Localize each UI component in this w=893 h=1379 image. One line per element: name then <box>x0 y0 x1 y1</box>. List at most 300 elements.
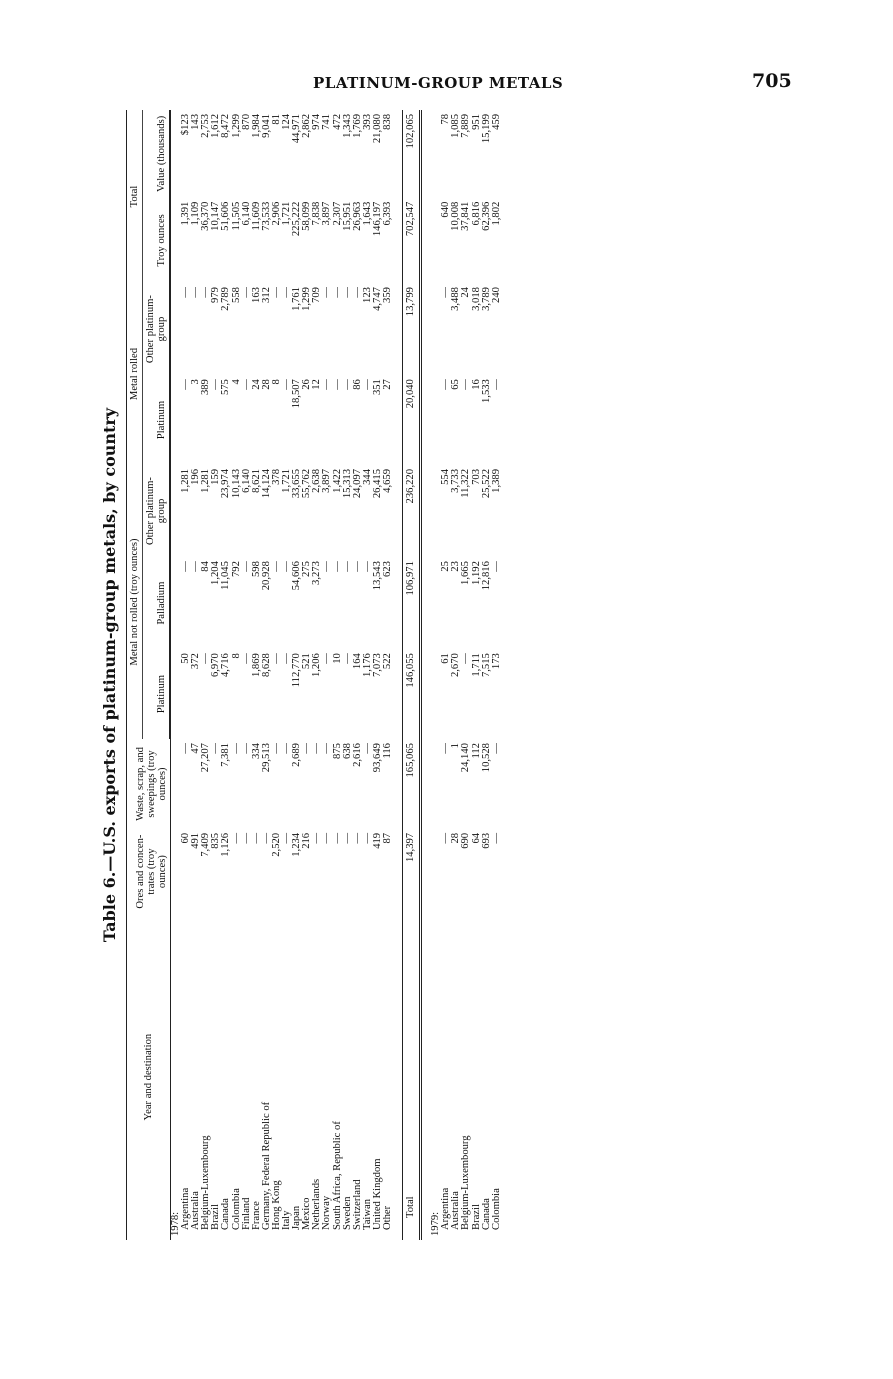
value-cell-r-other: — <box>341 287 353 298</box>
value-cell-ores: 1,234 <box>291 832 303 857</box>
value-cell-nr-pt: — <box>240 653 252 664</box>
value-cell-r-pt: — <box>490 379 502 390</box>
value-cell-ores: — <box>260 832 272 844</box>
value-cell-troy: 6,140 <box>240 201 252 226</box>
value-cell-ores: 60 <box>180 832 192 844</box>
value-cell-ores: — <box>440 832 452 844</box>
value-cell-nr-pd: — <box>270 561 282 572</box>
value-cell-waste: — <box>311 743 323 754</box>
value-cell-troy: 1,802 <box>490 201 502 226</box>
table-row <box>292 110 302 1240</box>
value-cell-nr-pt: 1,206 <box>311 653 323 678</box>
value-cell-r-other: 1,299 <box>301 287 313 311</box>
value-cell-r-pt: 18,507 <box>291 379 303 409</box>
value-cell-waste: 638 <box>341 743 353 759</box>
table-row <box>312 110 322 1240</box>
value-cell-nr-other: 14,124 <box>260 469 272 499</box>
value-cell-troy: 146,197 <box>371 201 383 237</box>
value-cell-value: 44,971 <box>291 114 303 144</box>
destination-cell: Belgium-Luxembourg <box>200 1135 212 1230</box>
destination-cell: Brazil <box>210 1204 222 1230</box>
destination-cell: Other <box>381 1205 393 1230</box>
value-cell-r-pt: 24 <box>250 379 262 390</box>
value-cell-waste: 47 <box>190 743 202 754</box>
col-header-value: Value (thousands) <box>143 110 170 198</box>
destination-cell: Finland <box>240 1197 252 1230</box>
value-cell-value: 1,612 <box>210 114 222 138</box>
value-cell-waste: 24,140 <box>460 743 472 773</box>
value-cell-nr-other: 10,143 <box>230 469 242 499</box>
value-cell-r-other: — <box>331 287 343 298</box>
value-cell-nr-pd: — <box>490 561 502 572</box>
value-cell-waste: 875 <box>331 743 343 759</box>
total-cell-nr-pt: 146,055 <box>405 653 417 688</box>
value-cell-r-other: — <box>240 287 252 298</box>
value-cell-nr-other: 15,313 <box>341 469 353 499</box>
value-cell-nr-pt: — <box>460 653 472 664</box>
value-cell-value: 974 <box>311 114 323 130</box>
value-cell-value: 1,984 <box>250 114 262 138</box>
value-cell-value: 472 <box>331 114 343 130</box>
value-cell-r-other: — <box>200 287 212 298</box>
value-cell-nr-pd: — <box>341 561 353 572</box>
value-cell-nr-other: 55,762 <box>301 469 313 499</box>
value-cell-nr-pd: 598 <box>250 561 262 577</box>
year-label: 1979: <box>430 1211 442 1236</box>
value-cell-r-pt: — <box>281 379 293 390</box>
value-cell-nr-other: 196 <box>190 469 202 485</box>
table-row <box>272 110 282 1240</box>
value-cell-r-other: 312 <box>260 287 272 303</box>
value-cell-waste: 116 <box>381 743 393 759</box>
value-cell-nr-pd: 1,192 <box>470 561 482 585</box>
value-cell-nr-pt: 372 <box>190 653 202 670</box>
value-cell-waste: — <box>210 743 222 754</box>
year-label: 1978: <box>170 1211 181 1236</box>
total-label: Total <box>405 1196 417 1218</box>
value-cell-r-pt: — <box>361 379 373 390</box>
col-header-total: Total <box>127 110 143 283</box>
value-cell-waste: 2,616 <box>351 743 363 767</box>
value-cell-r-pt: 3 <box>190 379 202 385</box>
value-cell-troy: 1,391 <box>180 201 192 226</box>
col-header-ores: Ores and concen- trates (troy ounces) <box>127 829 170 914</box>
value-cell-waste: — <box>180 743 192 754</box>
destination-cell: Norway <box>321 1195 333 1230</box>
value-cell-troy: 7,838 <box>311 201 323 226</box>
value-cell-r-pt: 86 <box>351 379 363 390</box>
value-cell-waste: — <box>240 743 252 754</box>
total-cell-nr-other: 236,220 <box>405 469 417 504</box>
value-cell-r-pt: — <box>321 379 333 390</box>
value-cell-value: 741 <box>321 114 333 130</box>
value-cell-nr-pd: — <box>331 561 343 572</box>
value-cell-r-other: 3,488 <box>450 287 462 311</box>
value-cell-troy: 15,951 <box>341 201 353 231</box>
table-row <box>482 110 492 1240</box>
value-cell-ores: — <box>331 832 343 844</box>
value-cell-nr-pd: — <box>321 561 333 572</box>
value-cell-value: 78 <box>440 114 452 125</box>
exports-table <box>126 110 502 1240</box>
value-cell-r-other: — <box>440 287 452 298</box>
value-cell-waste: — <box>490 743 502 754</box>
value-cell-nr-pt: 7,515 <box>480 653 492 678</box>
value-cell-waste: 27,207 <box>200 743 212 773</box>
value-cell-r-pt: — <box>440 379 452 390</box>
value-cell-nr-other: 1,389 <box>490 469 502 493</box>
value-cell-ores: — <box>351 832 363 844</box>
value-cell-nr-pd: 20,928 <box>260 561 272 591</box>
value-cell-ores: 491 <box>190 832 202 849</box>
value-cell-nr-pt: 4,716 <box>220 653 232 678</box>
value-cell-troy: 58,099 <box>301 201 313 231</box>
value-cell-value: 459 <box>490 114 502 130</box>
value-cell-value: 7,889 <box>460 114 472 138</box>
value-cell-value: 393 <box>361 114 373 130</box>
value-cell-nr-other: 11,322 <box>460 469 472 498</box>
value-cell-r-pt: 12 <box>311 379 323 390</box>
value-cell-r-pt: — <box>210 379 222 390</box>
destination-cell: Belgium-Luxembourg <box>460 1135 472 1230</box>
value-cell-nr-pd: 54,606 <box>291 561 303 591</box>
col-header-nr-platinum: Platinum <box>143 649 170 739</box>
value-cell-nr-other: 344 <box>361 469 373 485</box>
value-cell-ores: — <box>240 832 252 844</box>
value-cell-nr-other: 33,655 <box>291 469 303 499</box>
destination-cell: Canada <box>480 1198 492 1230</box>
value-cell-troy: 3,897 <box>321 201 333 226</box>
value-cell-nr-other: 4,659 <box>381 469 393 493</box>
table-body <box>171 110 502 1240</box>
destination-cell: France <box>250 1201 262 1230</box>
value-cell-troy: 1,721 <box>281 201 293 226</box>
value-cell-nr-pt: 8,628 <box>260 653 272 678</box>
value-cell-waste: 29,513 <box>260 743 272 773</box>
value-cell-waste: — <box>270 743 282 754</box>
total-cell-troy: 702,547 <box>405 201 417 237</box>
value-cell-r-other: 979 <box>210 287 222 303</box>
value-cell-r-other: 123 <box>361 287 373 303</box>
value-cell-waste: 2,689 <box>291 743 303 767</box>
value-cell-nr-pt: — <box>281 653 293 664</box>
value-cell-nr-pt: 164 <box>351 653 363 670</box>
destination-cell: Japan <box>291 1205 303 1230</box>
value-cell-ores: 28 <box>450 832 462 844</box>
value-cell-ores: 64 <box>470 832 482 844</box>
value-cell-r-pt: 16 <box>470 379 482 390</box>
value-cell-r-other: 558 <box>230 287 242 303</box>
value-cell-ores: — <box>250 832 262 844</box>
value-cell-r-pt: — <box>240 379 252 390</box>
table-row <box>383 110 393 1240</box>
table-row <box>451 110 461 1240</box>
value-cell-nr-pd: 23 <box>450 561 462 572</box>
value-cell-r-pt: 1,533 <box>480 379 492 403</box>
col-header-metal-rolled: Metal rolled <box>127 283 143 465</box>
value-cell-troy: 62,396 <box>480 201 492 231</box>
value-cell-r-pt: 27 <box>381 379 393 390</box>
value-cell-nr-pd: 623 <box>381 561 393 577</box>
value-cell-nr-other: 1,281 <box>200 469 212 493</box>
value-cell-nr-pt: 2,670 <box>450 653 462 678</box>
value-cell-nr-pt: 1,869 <box>250 653 262 678</box>
value-cell-r-pt: 351 <box>371 379 383 396</box>
value-cell-ores: 2,520 <box>270 832 282 857</box>
value-cell-troy: 37,841 <box>460 201 472 231</box>
value-cell-r-other: 163 <box>250 287 262 303</box>
value-cell-ores: 87 <box>381 832 393 844</box>
value-cell-troy: 10,147 <box>210 201 222 231</box>
value-cell-waste: 10,528 <box>480 743 492 773</box>
value-cell-nr-pd: 792 <box>230 561 242 577</box>
table-row <box>181 110 191 1240</box>
value-cell-r-pt: — <box>331 379 343 390</box>
value-cell-waste: 334 <box>250 743 262 759</box>
table-row <box>373 110 383 1240</box>
value-cell-troy: 36,370 <box>200 201 212 231</box>
destination-cell: Taiwan <box>361 1198 373 1230</box>
value-cell-r-other: 4,747 <box>371 287 383 311</box>
value-cell-waste: — <box>301 743 313 754</box>
value-cell-nr-pd: 84 <box>200 561 212 572</box>
value-cell-nr-pt: 50 <box>180 653 192 664</box>
value-cell-value: 143 <box>190 114 202 130</box>
value-cell-nr-pd: 1,665 <box>460 561 472 585</box>
destination-cell: Australia <box>450 1191 462 1230</box>
value-cell-r-other: — <box>270 287 282 298</box>
value-cell-value: 21,080 <box>371 114 383 144</box>
value-cell-r-other: — <box>321 287 333 298</box>
value-cell-value: $123 <box>180 114 192 136</box>
value-cell-waste: — <box>440 743 452 754</box>
value-cell-troy: 73,533 <box>260 201 272 231</box>
value-cell-troy: 225,222 <box>291 201 303 237</box>
value-cell-nr-pt: 61 <box>440 653 452 664</box>
value-cell-troy: 2,307 <box>331 201 343 226</box>
value-cell-nr-other: 1,281 <box>180 469 192 493</box>
value-cell-nr-pd: — <box>190 561 202 572</box>
value-cell-r-other: — <box>281 287 293 298</box>
value-cell-troy: 10,008 <box>450 201 462 231</box>
value-cell-nr-other: 6,140 <box>240 469 252 493</box>
value-cell-troy: 6,816 <box>470 201 482 226</box>
value-cell-nr-pd: — <box>361 561 373 572</box>
value-cell-r-pt: 26 <box>301 379 313 390</box>
value-cell-nr-pt: 8 <box>230 653 242 659</box>
value-cell-ores: 690 <box>460 832 472 849</box>
value-cell-ores: — <box>311 832 323 844</box>
value-cell-waste: — <box>281 743 293 754</box>
value-cell-waste: 1 <box>450 743 462 749</box>
value-cell-nr-pt: 173 <box>490 653 502 670</box>
value-cell-troy: 1,109 <box>190 201 202 226</box>
value-cell-r-other: — <box>190 287 202 298</box>
value-cell-waste: — <box>321 743 333 754</box>
value-cell-nr-pd: — <box>351 561 363 572</box>
value-cell-r-other: 359 <box>381 287 393 303</box>
value-cell-troy: 1,643 <box>361 201 373 226</box>
total-cell-ores: 14,397 <box>405 832 417 863</box>
value-cell-nr-pt: — <box>341 653 353 664</box>
table-row <box>333 110 343 1240</box>
value-cell-ores: — <box>321 832 333 844</box>
total-cell-value: 102,065 <box>405 114 417 149</box>
destination-cell: United Kingdom <box>371 1158 383 1230</box>
table-row <box>191 110 201 1240</box>
destination-cell: Sweden <box>341 1196 353 1230</box>
col-header-metal-not-rolled: Metal not rolled (troy ounces) <box>127 465 143 739</box>
value-cell-r-other: 24 <box>460 287 472 298</box>
col-header-troy-ounces: Troy ounces <box>143 198 170 283</box>
value-cell-waste: 112 <box>470 743 482 759</box>
table-row <box>343 110 353 1240</box>
value-cell-nr-other: 1,422 <box>331 469 343 493</box>
value-cell-waste: — <box>361 743 373 754</box>
value-cell-value: 951 <box>470 114 482 130</box>
value-cell-waste: 93,649 <box>371 743 383 773</box>
value-cell-r-other: 3,018 <box>470 287 482 311</box>
value-cell-value: 1,769 <box>351 114 363 138</box>
value-cell-ores: — <box>281 832 293 844</box>
destination-cell: Colombia <box>490 1188 502 1230</box>
value-cell-nr-pt: — <box>270 653 282 664</box>
value-cell-nr-pt: 522 <box>381 653 393 670</box>
col-header-r-other: Other platinum- group <box>143 283 170 375</box>
value-cell-nr-other: 159 <box>210 469 222 485</box>
value-cell-nr-pd: — <box>240 561 252 572</box>
value-cell-nr-other: 703 <box>470 469 482 485</box>
value-cell-nr-other: 2,638 <box>311 469 323 493</box>
total-cell-r-other: 13,799 <box>405 287 417 317</box>
value-cell-nr-pd: — <box>281 561 293 572</box>
value-cell-value: 9,041 <box>260 114 272 138</box>
value-cell-ores: 7,409 <box>200 832 212 857</box>
value-cell-nr-other: 24,097 <box>351 469 363 499</box>
total-row <box>403 110 421 1240</box>
table-row <box>221 110 231 1240</box>
value-cell-value: 124 <box>281 114 293 130</box>
value-cell-nr-pd: 275 <box>301 561 313 577</box>
value-cell-nr-pt: 1,176 <box>361 653 373 678</box>
table-row <box>322 110 332 1240</box>
page-number: 705 <box>752 70 792 92</box>
value-cell-nr-pd: 12,816 <box>480 561 492 591</box>
value-cell-waste: 7,381 <box>220 743 232 767</box>
col-header-year-destination: Year and destination <box>127 914 170 1240</box>
year-row <box>431 110 441 1240</box>
value-cell-nr-pd: 3,273 <box>311 561 323 585</box>
value-cell-troy: 11,609 <box>250 201 262 231</box>
value-cell-troy: 6,393 <box>381 201 393 226</box>
total-cell-waste: 165,065 <box>405 743 417 778</box>
value-cell-nr-other: 8,621 <box>250 469 262 493</box>
value-cell-value: 838 <box>381 114 393 130</box>
value-cell-r-other: 240 <box>490 287 502 303</box>
value-cell-nr-pt: 10 <box>331 653 343 664</box>
destination-cell: Hong Kong <box>270 1180 282 1230</box>
value-cell-nr-pd: — <box>180 561 192 572</box>
value-cell-r-other: — <box>351 287 363 298</box>
value-cell-nr-pd: 13,543 <box>371 561 383 591</box>
value-cell-nr-pt: 112,770 <box>291 653 303 688</box>
value-cell-nr-other: 3,733 <box>450 469 462 493</box>
value-cell-troy: 11,505 <box>230 201 242 231</box>
destination-cell: Switzerland <box>351 1179 363 1230</box>
destination-cell: Argentina <box>440 1187 452 1230</box>
value-cell-nr-other: 378 <box>270 469 282 485</box>
value-cell-nr-other: 1,721 <box>281 469 293 493</box>
value-cell-value: 8,472 <box>220 114 232 138</box>
value-cell-troy: 26,963 <box>351 201 363 231</box>
value-cell-nr-pt: 7,073 <box>371 653 383 678</box>
value-cell-r-pt: 8 <box>270 379 282 385</box>
value-cell-r-pt: 65 <box>450 379 462 390</box>
destination-cell: Germany, Federal Republic of <box>260 1101 272 1230</box>
value-cell-nr-pd: 25 <box>440 561 452 572</box>
value-cell-r-pt: 575 <box>220 379 232 396</box>
value-cell-nr-other: 23,974 <box>220 469 232 499</box>
destination-cell: Australia <box>190 1191 202 1230</box>
value-cell-nr-other: 3,897 <box>321 469 333 493</box>
value-cell-nr-pt: 1,711 <box>470 653 482 677</box>
value-cell-r-other: 2,789 <box>220 287 232 311</box>
value-cell-r-other: — <box>180 287 192 298</box>
value-cell-troy: 2,906 <box>270 201 282 226</box>
destination-cell: Colombia <box>230 1188 242 1230</box>
total-cell-r-pt: 20,040 <box>405 379 417 409</box>
value-cell-nr-other: 26,415 <box>371 469 383 499</box>
value-cell-r-pt: — <box>341 379 353 390</box>
col-header-waste: Waste, scrap, and sweepings (troy ounces) <box>127 739 170 829</box>
table-row <box>492 110 502 1240</box>
value-cell-r-pt: — <box>460 379 472 390</box>
value-cell-ores: 1,126 <box>220 832 232 857</box>
running-head: PLATINUM-GROUP METALS <box>313 74 564 92</box>
value-cell-nr-other: 25,522 <box>480 469 492 499</box>
table-row <box>262 110 272 1240</box>
year-row <box>171 110 182 1240</box>
col-header-nr-other: Other platinum- group <box>143 465 170 557</box>
value-cell-ores: 835 <box>210 832 222 849</box>
table-row <box>232 110 242 1240</box>
value-cell-value: 1,343 <box>341 114 353 138</box>
total-cell-nr-pd: 106,971 <box>405 561 417 596</box>
value-cell-waste: — <box>230 743 242 754</box>
rotated-table-block <box>100 110 600 1240</box>
destination-cell: Netherlands <box>311 1178 323 1230</box>
table-title: Table 6.—U.S. exports of platinum-group metals, by country <box>100 407 119 943</box>
value-cell-ores: 419 <box>371 832 383 849</box>
destination-cell: Mexico <box>301 1197 313 1230</box>
value-cell-value: 1,299 <box>230 114 242 138</box>
value-cell-troy: 640 <box>440 201 452 218</box>
destination-cell: South Africa, Republic of <box>331 1121 343 1230</box>
destination-cell: Brazil <box>470 1204 482 1230</box>
value-cell-r-pt: 4 <box>230 379 242 385</box>
value-cell-ores: — <box>341 832 353 844</box>
value-cell-ores: 693 <box>480 832 492 849</box>
value-cell-nr-pt: 6,970 <box>210 653 222 678</box>
destination-cell: Argentina <box>180 1187 192 1230</box>
value-cell-value: 1,085 <box>450 114 462 138</box>
value-cell-value: 15,199 <box>480 114 492 144</box>
value-cell-troy: 51,606 <box>220 201 232 231</box>
value-cell-nr-other: 554 <box>440 469 452 485</box>
destination-cell: Italy <box>281 1210 293 1230</box>
value-cell-nr-pt: — <box>321 653 333 664</box>
value-cell-ores: — <box>230 832 242 844</box>
